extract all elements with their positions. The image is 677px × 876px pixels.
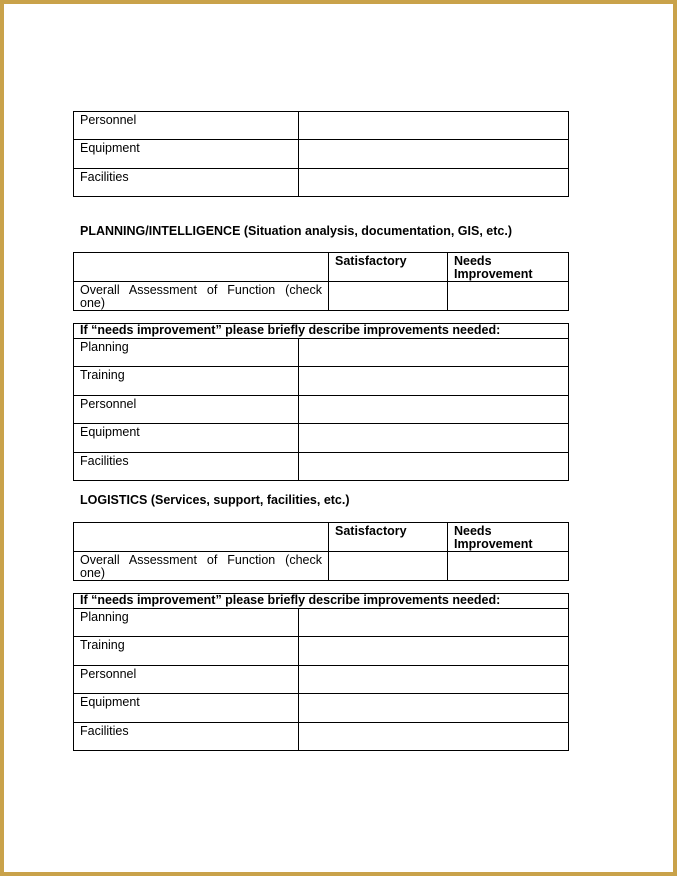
response-field[interactable] (299, 723, 569, 751)
blank-header-cell (74, 523, 329, 552)
response-field[interactable] (299, 339, 569, 367)
row-label: Facilities (74, 453, 299, 481)
response-field[interactable] (299, 140, 569, 169)
row-label: Facilities (74, 169, 299, 197)
response-field[interactable] (299, 609, 569, 637)
row-label: Equipment (74, 140, 299, 169)
logistics-section-heading: LOGISTICS (Services, support, facilities, etc.) (80, 493, 350, 507)
table-row (74, 637, 569, 666)
row-label: Training (74, 367, 299, 396)
table-row (74, 453, 569, 481)
row-label: Equipment (74, 424, 299, 453)
table-header-row (74, 523, 569, 552)
row-label: Training (74, 637, 299, 666)
improvements-header: If “needs improvement” please briefly describe improvements needed: (74, 594, 569, 609)
planning-section-heading: PLANNING/INTELLIGENCE (Situation analysis, documentation, GIS, etc.) (80, 224, 512, 238)
table-row (74, 112, 569, 140)
table-row (74, 694, 569, 723)
table-row (74, 282, 569, 311)
improvements-header: If “needs improvement” please briefly describe improvements needed: (74, 324, 569, 339)
table-row (74, 666, 569, 694)
blank-header-cell (74, 253, 329, 282)
table-row (74, 609, 569, 637)
needs-improvement-header: Needs Improvement (448, 523, 569, 552)
row-label: Planning (74, 609, 299, 637)
response-field[interactable] (299, 396, 569, 424)
response-field[interactable] (299, 453, 569, 481)
satisfactory-checkbox-cell[interactable] (329, 552, 448, 581)
response-field[interactable] (299, 169, 569, 197)
table-header-row (74, 594, 569, 609)
table-row (74, 424, 569, 453)
table-header-row (74, 324, 569, 339)
table-row (74, 723, 569, 751)
row-label: Personnel (74, 396, 299, 424)
row-label: Facilities (74, 723, 299, 751)
planning-improvements-table (73, 323, 569, 481)
top-improvements-table (73, 111, 569, 197)
table-row (74, 367, 569, 396)
logistics-improvements-table (73, 593, 569, 751)
needs-improvement-checkbox-cell[interactable] (448, 552, 569, 581)
row-label: Planning (74, 339, 299, 367)
table-header-row (74, 253, 569, 282)
row-label: Equipment (74, 694, 299, 723)
table-row (74, 169, 569, 197)
table-row (74, 552, 569, 581)
satisfactory-header: Satisfactory (329, 523, 448, 552)
logistics-assessment-table (73, 522, 569, 581)
form-page (4, 4, 673, 872)
needs-improvement-checkbox-cell[interactable] (448, 282, 569, 311)
table-row (74, 140, 569, 169)
table-row (74, 396, 569, 424)
response-field[interactable] (299, 112, 569, 140)
response-field[interactable] (299, 367, 569, 396)
response-field[interactable] (299, 666, 569, 694)
needs-improvement-header: Needs Improvement (448, 253, 569, 282)
response-field[interactable] (299, 694, 569, 723)
row-label: Personnel (74, 112, 299, 140)
planning-assessment-table (73, 252, 569, 311)
response-field[interactable] (299, 637, 569, 666)
overall-assessment-label: Overall Assessment of Function (check one) (74, 552, 329, 581)
satisfactory-checkbox-cell[interactable] (329, 282, 448, 311)
overall-assessment-label: Overall Assessment of Function (check one) (74, 282, 329, 311)
table-row (74, 339, 569, 367)
row-label: Personnel (74, 666, 299, 694)
satisfactory-header: Satisfactory (329, 253, 448, 282)
response-field[interactable] (299, 424, 569, 453)
